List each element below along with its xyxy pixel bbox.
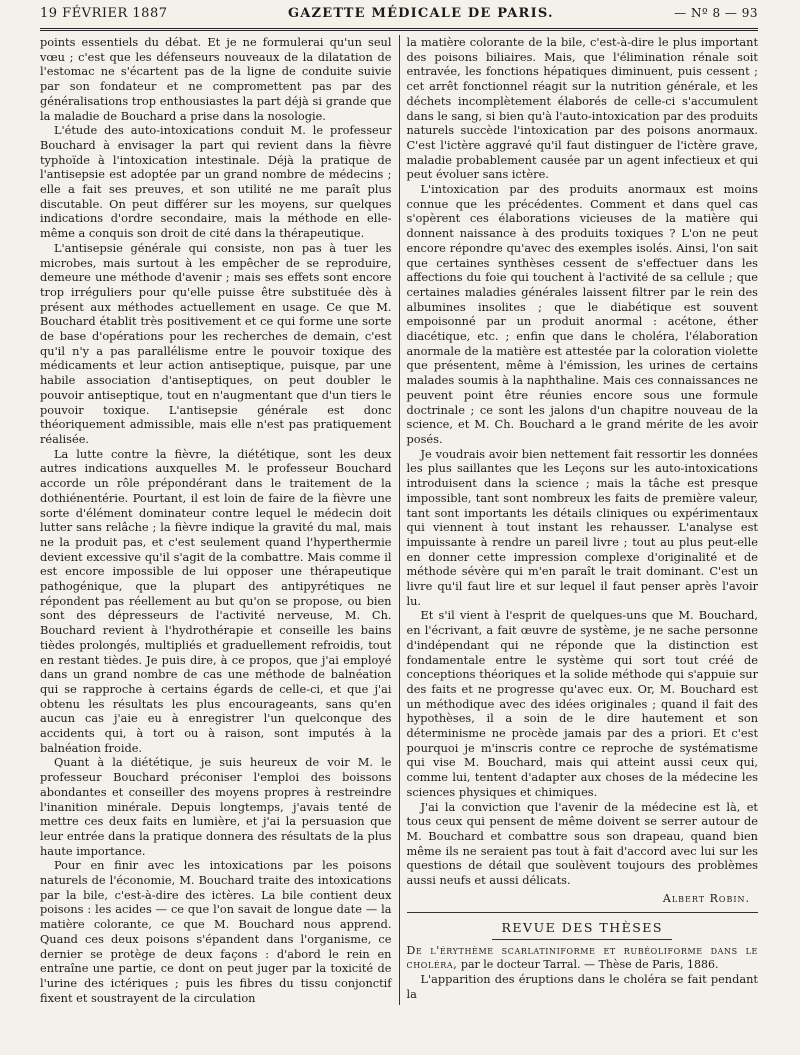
thesis-source: — Thèse de Paris, 1886.	[584, 958, 719, 972]
paragraph: La lutte contre la fièvre, la diététique, sont les deux autres indications auxquelles M. le professeur Bouchard accorde un rôle prépondérant dans le traitement de la dothiénentérie. Pourtant, il est loin de faire de la fièvre une sorte d'élément dominateur contre lequel le médecin doit lutter sans relâche ; la fièvre indique la gravité du mal, mais ne la produit pas, et c'est seulement quand l'hyperthermie devient excessive qu'il s'agit de la combattre. Mais comme il est encore impossible de lui opposer une thérapeutique pathogénique, que la plupart des antipyrétiques ne répondent pas réellement au but qu'on se propose, ou bien sont des dépresseurs de l'activité nerveuse, M. Ch. Bouchard revient à l'hydrothérapie et conseille les bains tièdes prolongés, multipliés et graduellement refroidis, tout en restant tièdes. Je puis dire, à ce propos, que j'ai employé dans un grand nombre de cas une méthode de balnéation qui se rapproche à certains égards de celle-ci, et que j'ai obtenu les résultats les plus encourageants, sans qu'en aucun cas j'aie eu à enregistrer l'un quelconque des accidents qui, à tort ou à raison, sont imputés à la balnéation froide.	[40, 446, 392, 755]
section-title: REVUE DES THÈSES	[501, 920, 663, 936]
title-underline	[492, 939, 672, 940]
paragraph: Et s'il vient à l'esprit de quelques-uns que M. Bouchard, en l'écrivant, a fait œuvre de système, je ne sache personne d'indépendant qui ne réponde que la distinction est fondamentale entre le système qui sort tout créé de conceptions théoriques et la solide méthode qui s'appuie sur des faits et ne progresse qu'avec eux. Or, M. Bouchard est un méthodique avec des idées originales ; quand il fait des hypothèses, il a soin de le dire hautement et son déterminisme ne procède jamais par des a priori. Et c'est pourquoi je m'inscris contre ce reproche de systématisme qui vise M. Bouchard, mais qui atteint aussi ceux qui, comme lui, tentent d'adapter aux choses de la médecine les sciences physiques et chimiques.	[406, 608, 758, 799]
header-rule	[40, 28, 758, 31]
page-header	[40, 6, 758, 26]
paragraph: Je voudrais avoir bien nettement fait ressortir les données les plus saillantes que les Leçons sur les auto-intoxications introduisent dans la science ; mais la tâche est presque impossible, tant sont nombreux les faits de première valeur, tant sont importants les détails cliniques ou expérimentaux qui viennent à tout instant les rehausser. L'analyse est impuissante à rendre un pareil livre ; tout au plus peut-elle en donner cette impression complexe d'originalité et de méthode sévère qui m'en paraît le trait dominant. C'est un livre qu'il faut lire et sur lequel il faut penser après l'avoir lu.	[406, 446, 758, 608]
paragraph: points essentiels du débat. Et je ne formulerai qu'un seul vœu ; c'est que les défenseurs nouveaux de la dilatation de l'estomac ne s'écartent pas de la ligne de conduite suivie par son fondateur et ne compromettent pas par des généralisations trop enthousiastes la part déjà si grande que la maladie de Bouchard a prise dans la nosologie.	[40, 35, 392, 123]
header-date: 19 FÉVRIER 1887	[40, 6, 168, 21]
thesis-reference	[407, 944, 759, 972]
paragraph: J'ai la conviction que l'avenir de la médecine est là, et tous ceux qui pensent de même doivent se serrer autour de M. Bouchard et combattre sous son drapeau, quand bien même ils ne seraient pas tout à fait d'accord avec lui sur les questions de détail que soulèvent toujours des problèmes aussi neufs et aussi délicats.	[406, 799, 758, 888]
author-signature: Albert Robin.	[662, 891, 750, 905]
header-title: GAZETTE MÉDICALE DE PARIS.	[287, 6, 554, 21]
left-column	[40, 35, 399, 1005]
paragraph: Pour en finir avec les intoxications par les poisons naturels de l'économie, M. Bouchard traite des intoxications par la bile, c'est-à-dire des ictères. La bile contient deux poisons : les acides — ce que l'on savait de longue date — la matière colorante, ce que M. Bouchard nous apprend. Quand ces deux poisons s'épandent dans l'organisme, ce dernier se protège de deux façons : d'abord le rein en entraîne une partie, ce dont on peut juger par la toxicité de l'urine des ictériques ; puis les fibres du tissu conjonctif fixent et soustrayent de la circulation	[40, 858, 392, 1005]
header-issue: — Nº 8 — 93	[674, 6, 758, 20]
paragraph: Quant à la diététique, je suis heureux de voir M. le professeur Bouchard préconiser l'emploi des boissons abondantes et conseiller des moyens propres à restreindre l'inanition minérale. Depuis longtemps, j'avais tenté de mettre ces deux faits en lumière, et j'ai la persuasion que leur entrée dans la pratique donnera des résultats de la plus haute importance.	[40, 755, 392, 858]
paragraph: la matière colorante de la bile, c'est-à-dire le plus important des poisons biliaires. Mais, que l'élimination rénale soit entravée, les fonctions hépatiques diminuent, puis cessent ; cet arrêt fonctionnel réagit sur la nutrition générale, et les déchets incomplètement élaborés de celle-ci s'accumulent dans le sang, si bien qu'à l'auto-intoxication par des produits naturels succède l'intoxication par des poisons anormaux. C'est l'ictère aggravé qu'il faut distinguer de l'ictère grave, maladie probablement causée par un agent infectieux et qui peut évoluer sans ictère.	[406, 35, 758, 182]
thesis-author: par le docteur Tarral.	[460, 958, 581, 972]
thesis-title: De l'érythème scarlatiniforme et rubéoliforme dans le choléra,	[406, 944, 758, 972]
two-column-body	[40, 35, 758, 1005]
paragraph: L'apparition des éruptions dans le choléra se fait pendant la	[406, 972, 758, 1001]
section-separator	[407, 912, 759, 913]
paragraph: L'intoxication par des produits anormaux est moins connue que les précédentes. Comment et dans quel cas s'opèrent ces élaborations vicieuses de la matière qui donnent naissance à des produits toxiques ? L'on ne peut encore répondre qu'avec des exemples isolés. Ainsi, l'on sait que certaines synthèses cessent de s'effectuer dans les affections du foie qui touchent à l'activité de sa cellule ; que certaines maladies générales laissent filtrer par le rein des albumines insolites ; que le diabétique est souvent empoisonné par un produit anormal : acétone, éther diacétique, etc. ; enfin que dans le choléra, l'élaboration anormale de la matière est attestée par la coloration violette que présentent, même à l'émission, les urines de certains malades soumis à la naphthaline. Mais ces connaissances ne peuvent point être réunies encore sous une formule doctrinale ; ce sont les jalons d'un chapitre nouveau de la science, et M. Ch. Bouchard a le grand mérite de les avoir posés.	[406, 182, 758, 446]
right-column	[400, 35, 759, 1005]
paragraph: L'étude des auto-intoxications conduit M. le professeur Bouchard à envisager la part qui revient dans la fièvre typhoïde à l'intoxication intestinale. Déjà la pratique de l'antisepsie est adoptée par un grand nombre de médecins ; elle a fait ses preuves, et son utilité ne me paraît plus discutable. On peut différer sur les moyens, sur quelques indications d'ordre secondaire, mais la méthode en elle-même a conquis son droit de cité dans la thérapeutique.	[40, 123, 392, 241]
paragraph: L'antisepsie générale qui consiste, non pas à tuer les microbes, mais surtout à les empêcher de se reproduire, demeure une méthode d'avenir ; mais ses effets sont encore trop irréguliers pour qu'elle puisse être substituée dès à présent aux méthodes actuellement en usage. Ce que M. Bouchard établit très positivement et ce qui forme une sorte de base d'opérations pour les recherches de demain, c'est qu'il n'y a pas parallélisme entre le pouvoir toxique des médicaments et leur action antiseptique, puisque, par une habile association d'antiseptiques, on peut doubler le pouvoir antiseptique, tout en n'augmentant que d'un tiers le pouvoir toxique. L'antisepsie générale est donc théoriquement admissible, mais elle n'est pas pratiquement réalisée.	[40, 240, 392, 446]
